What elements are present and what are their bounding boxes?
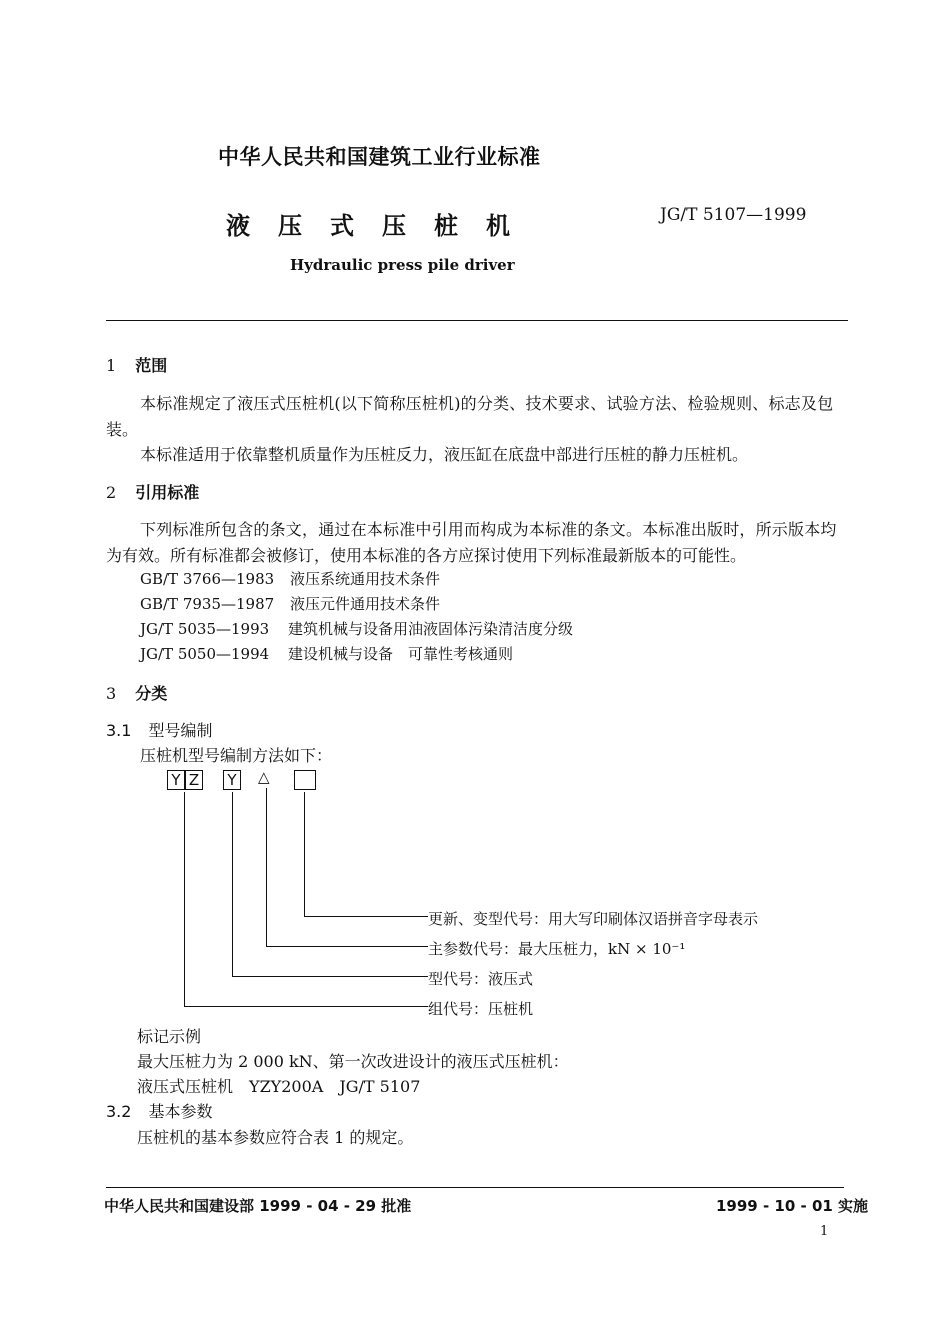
footer-divider — [106, 1187, 844, 1188]
section-3-heading — [106, 681, 167, 704]
leader-line — [304, 792, 305, 916]
subsection-3-1-heading — [106, 718, 213, 741]
section-1-paragraph-1-line-2: 装。 — [106, 420, 139, 439]
reference-code: GB/T 3766—1983 — [140, 570, 275, 588]
page-number: 1 — [820, 1224, 829, 1239]
standard-code: JG/T 5107—1999 — [660, 205, 807, 225]
label-type-code: 型代号：液压式 — [428, 970, 534, 988]
reference-code: GB/T 7935—1987 — [140, 595, 275, 613]
example-description: 最大压桩力为 2 000 kN、第一次改进设计的液压式压桩机： — [137, 1052, 569, 1071]
code-box-y-type: Y — [223, 770, 241, 790]
reference-title: 液压系统通用技术条件 — [290, 570, 441, 588]
model-intro: 压桩机型号编制方法如下： — [140, 746, 333, 765]
subsection-title: 型号编制 — [148, 721, 213, 740]
code-box-update — [294, 770, 316, 790]
label-update-code: 更新、变型代号：用大写印刷体汉语拼音字母表示 — [428, 910, 759, 928]
leader-line — [266, 788, 267, 946]
leader-line — [232, 792, 233, 976]
section-2-paragraph-line-1: 下列标准所包含的条文，通过在本标准中引用而构成为本标准的条文。本标准出版时，所示版本均 — [140, 520, 837, 539]
implementation-date: 1999 - 10 - 01 实施 — [716, 1197, 869, 1215]
leader-line — [304, 916, 428, 917]
section-1-heading — [106, 353, 167, 376]
subsection-3-2-heading — [106, 1099, 213, 1122]
reference-item — [140, 568, 440, 589]
subsection-number: 3.2 — [106, 1102, 132, 1121]
header-divider — [106, 320, 848, 321]
section-1-paragraph-2: 本标准适用于依靠整机质量作为压桩反力，液压缸在底盘中部进行压桩的静力压桩机。 — [140, 445, 749, 464]
leader-line — [184, 792, 185, 1006]
reference-item — [140, 643, 513, 664]
reference-title: 液压元件通用技术条件 — [290, 595, 441, 613]
code-box-y: Y — [167, 770, 185, 790]
code-box-z: Z — [185, 770, 203, 790]
section-2-heading — [106, 480, 199, 503]
leader-line — [184, 1006, 428, 1007]
triangle-icon: △ — [258, 768, 270, 786]
example-mark: 液压式压桩机 YZY200A JG/T 5107 — [137, 1077, 421, 1096]
section-number: 2 — [106, 483, 117, 502]
english-title: Hydraulic press pile driver — [290, 256, 515, 274]
example-title: 标记示例 — [137, 1027, 202, 1046]
leader-line — [266, 946, 428, 947]
section-number: 3 — [106, 684, 117, 703]
section-number: 1 — [106, 356, 117, 375]
section-title: 范围 — [135, 356, 168, 375]
reference-title: 建设机械与设备 可靠性考核通则 — [288, 645, 514, 663]
basic-parameters-text: 压桩机的基本参数应符合表 1 的规定。 — [137, 1128, 414, 1147]
label-main-parameter: 主参数代号：最大压桩力，kN × 10⁻¹ — [428, 940, 686, 958]
leader-line — [232, 976, 428, 977]
reference-code: JG/T 5035—1993 — [140, 620, 270, 638]
section-2-paragraph-line-2: 为有效。所有标准都会被修订，使用本标准的各方应探讨使用下列标准最新版本的可能性。 — [106, 546, 747, 565]
subsection-number: 3.1 — [106, 721, 132, 740]
reference-title: 建筑机械与设备用油液固体污染清洁度分级 — [288, 620, 574, 638]
reference-code: JG/T 5050—1994 — [140, 645, 270, 663]
label-group-code: 组代号：压桩机 — [428, 1000, 534, 1018]
standard-title: 中华人民共和国建筑工业行业标准 — [218, 145, 541, 169]
reference-item — [140, 593, 440, 614]
section-1-paragraph-1-line-1: 本标准规定了液压式压桩机(以下简称压桩机)的分类、技术要求、试验方法、检验规则、标志及包 — [140, 394, 834, 413]
approval-date: 中华人民共和国建设部 1999 - 04 - 29 批准 — [104, 1197, 412, 1215]
subsection-title: 基本参数 — [148, 1102, 213, 1121]
section-title: 引用标准 — [135, 483, 200, 502]
reference-item — [140, 618, 573, 639]
section-title: 分类 — [135, 684, 168, 703]
product-title: 液压式压桩机 — [226, 212, 538, 240]
